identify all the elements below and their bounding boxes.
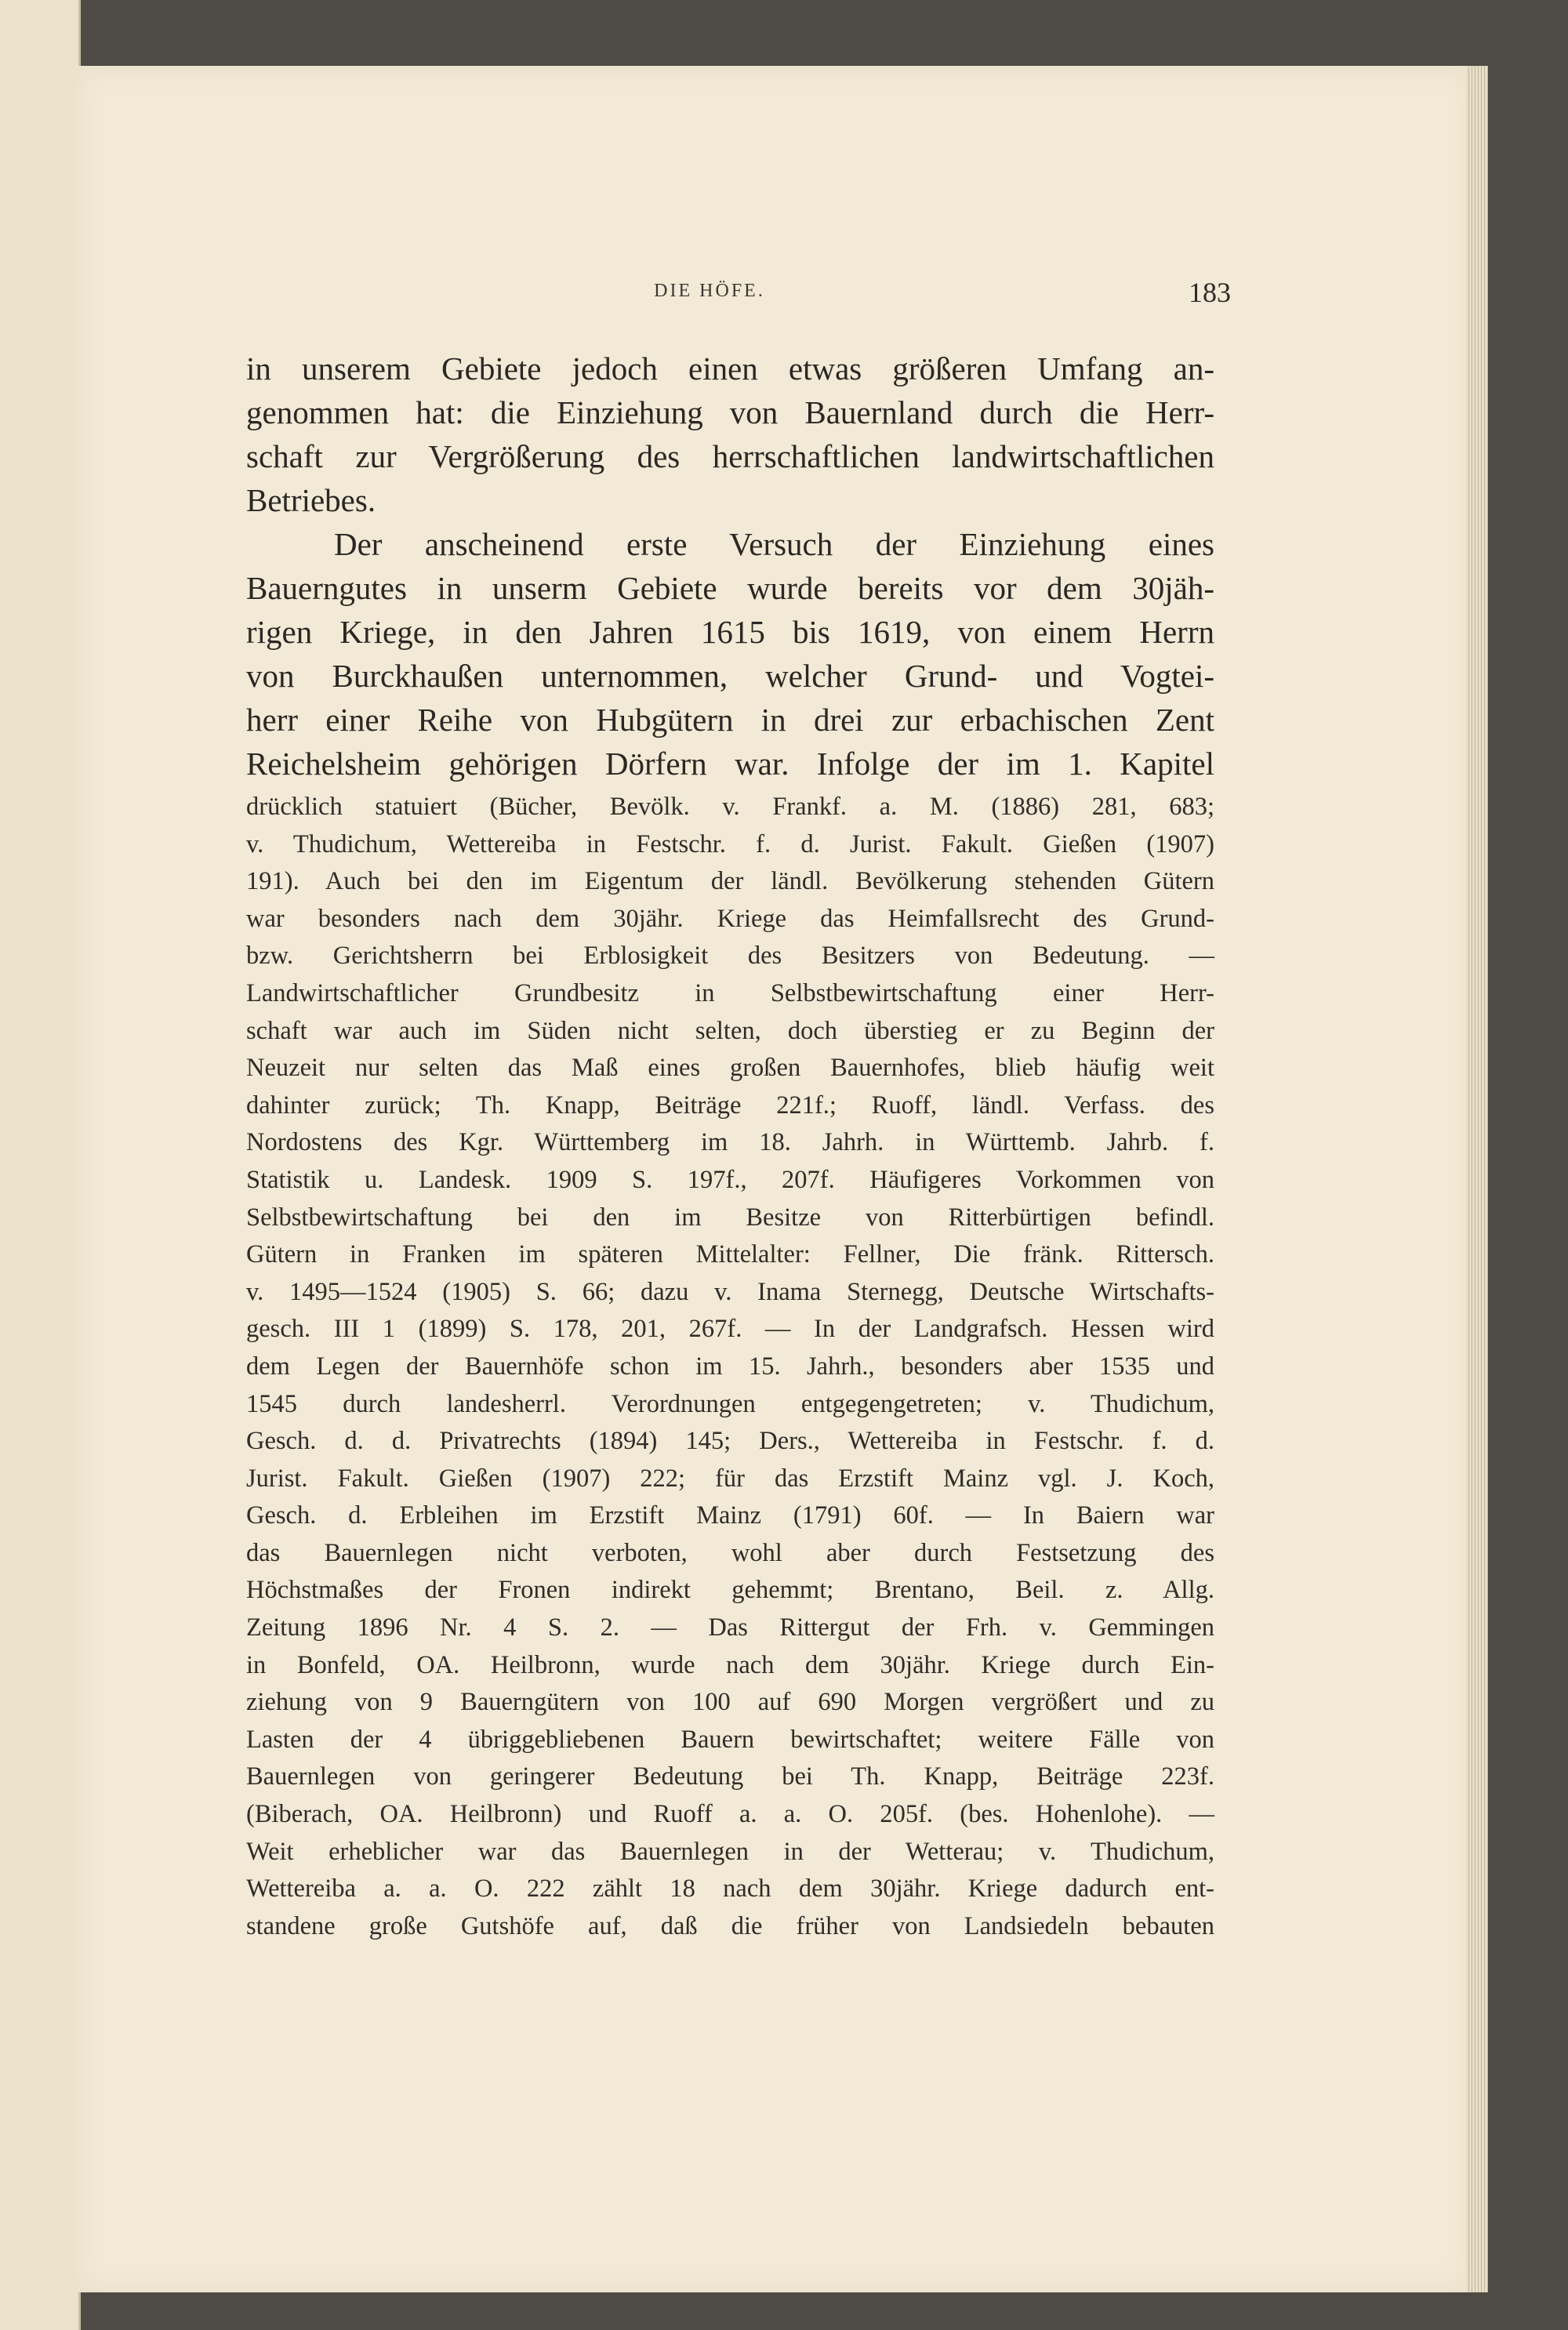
main-text-line: schaft zur Vergrößerung des herrschaftlichen landwirtschaftlichen — [246, 438, 1214, 474]
footnote-line: Statistik u. Landesk. 1909 S. 197f., 207f. Häufigeres Vorkommen von — [246, 1165, 1214, 1194]
footnote-line: Nordostens des Kgr. Württemberg im 18. Jahrh. in Württemb. Jahrb. f. — [246, 1128, 1214, 1157]
footnote-line: gesch. III 1 (1899) S. 178, 201, 267f. — In der Landgrafsch. Hessen wird — [246, 1315, 1214, 1344]
footnote-line: Höchstmaßes der Fronen indirekt gehemmt; Brentano, Beil. z. Allg. — [246, 1576, 1214, 1605]
footnote-line: dahinter zurück; Th. Knapp, Beiträge 221f.; Ruoff, ländl. Verfass. des — [246, 1091, 1214, 1120]
footnote-line: Landwirtschaftlicher Grundbesitz in Selbstbewirtschaftung einer Herr- — [246, 978, 1214, 1007]
running-head: DIE HÖFE. — [654, 281, 765, 301]
page-header — [188, 276, 1231, 315]
footnote-line: Selbstbewirtschaftung bei den im Besitze von Ritterbürtigen befindl. — [246, 1203, 1214, 1232]
footnote-line: ziehung von 9 Bauerngütern von 100 auf 690 Morgen vergrößert und zu — [246, 1688, 1214, 1717]
footnote-line: Lasten der 4 übriggebliebenen Bauern bewirtschaftet; weitere Fälle von — [246, 1725, 1214, 1754]
footnote-line: Gütern in Franken im späteren Mittelalter: Fellner, Die fränk. Rittersch. — [246, 1240, 1214, 1269]
footnote-line: dem Legen der Bauernhöfe schon im 15. Jahrh., besonders aber 1535 und — [246, 1352, 1214, 1381]
main-text-line: genommen hat: die Einziehung von Bauernland durch die Herr- — [246, 394, 1214, 430]
footnote — [246, 789, 1214, 1945]
footnote-line: Wettereiba a. a. O. 222 zählt 18 nach dem 30jähr. Kriege dadurch ent- — [246, 1875, 1214, 1904]
main-text-line: von Burckhaußen unternommen, welcher Grund- und Vogtei- — [246, 658, 1214, 694]
main-text-line: Reichelsheim gehörigen Dörfern war. Infolge der im 1. Kapitel — [246, 746, 1214, 782]
footnote-line: standene große Gutshöfe auf, daß die früher von Landsiedeln bebauten — [246, 1911, 1214, 1940]
footnote-line: v. Thudichum, Wettereiba in Festschr. f. d. Jurist. Fakult. Gießen (1907) — [246, 829, 1214, 858]
footnote-line: 1545 durch landesherrl. Verordnungen entgegengetreten; v. Thudichum, — [246, 1389, 1214, 1418]
main-text-line: Betriebes. — [246, 482, 376, 518]
footnote-line: 191). Auch bei den im Eigentum der ländl. Bevölkerung stehenden Gütern — [246, 867, 1214, 896]
footnote-line: Neuzeit nur selten das Maß eines großen Bauernhofes, blieb häufig weit — [246, 1054, 1214, 1083]
footnote-line: Gesch. d. d. Privatrechts (1894) 145; Ders., Wettereiba in Festschr. f. d. — [246, 1427, 1214, 1456]
footnote-line: bzw. Gerichtsherrn bei Erblosigkeit des Besitzers von Bedeutung. — — [246, 942, 1214, 971]
main-text-line: Bauerngutes in unserm Gebiete wurde bereits vor dem 30jäh- — [246, 570, 1214, 606]
footnote-line: in Bonfeld, OA. Heilbronn, wurde nach dem 30jähr. Kriege durch Ein- — [246, 1650, 1214, 1679]
left-page-edge — [0, 0, 81, 2330]
main-text-line: rigen Kriege, in den Jahren 1615 bis 1619, von einem Herrn — [246, 614, 1214, 650]
footnote-line: (Biberach, OA. Heilbronn) und Ruoff a. a. O. 205f. (bes. Hohenlohe). — — [246, 1800, 1214, 1829]
footnote-line: schaft war auch im Süden nicht selten, doch überstieg er zu Beginn der — [246, 1016, 1214, 1045]
page-body — [246, 347, 1214, 1945]
footnote-line: drücklich statuiert (Bücher, Bevölk. v. Frankf. a. M. (1886) 281, 683; — [246, 793, 1214, 821]
main-text — [246, 347, 1214, 786]
footnote-line: das Bauernlegen nicht verboten, wohl aber durch Festsetzung des — [246, 1538, 1214, 1567]
main-text-line: in unserem Gebiete jedoch einen etwas größeren Umfang an- — [246, 350, 1214, 387]
footnote-line: Weit erheblicher war das Bauernlegen in der Wetterau; v. Thudichum, — [246, 1837, 1214, 1866]
footnote-line: Zeitung 1896 Nr. 4 S. 2. — Das Rittergut der Frh. v. Gemmingen — [246, 1613, 1214, 1642]
main-text-line: herr einer Reihe von Hubgütern in drei zur erbachischen Zent — [246, 702, 1214, 738]
page-stack-edge — [1466, 66, 1488, 2292]
footnote-line: war besonders nach dem 30jähr. Kriege das Heimfallsrecht des Grund- — [246, 904, 1214, 933]
footnote-line: Jurist. Fakult. Gießen (1907) 222; für das Erzstift Mainz vgl. J. Koch, — [246, 1464, 1214, 1493]
footnote-line: Bauernlegen von geringerer Bedeutung bei Th. Knapp, Beiträge 223f. — [246, 1762, 1214, 1791]
page-number: 183 — [1189, 277, 1231, 308]
footnote-line: Gesch. d. Erbleihen im Erzstift Mainz (1791) 60f. — In Baiern war — [246, 1501, 1214, 1530]
main-text-line: Der anscheinend erste Versuch der Einziehung eines — [334, 526, 1214, 562]
footnote-line: v. 1495—1524 (1905) S. 66; dazu v. Inama Sternegg, Deutsche Wirtschafts- — [246, 1277, 1214, 1306]
